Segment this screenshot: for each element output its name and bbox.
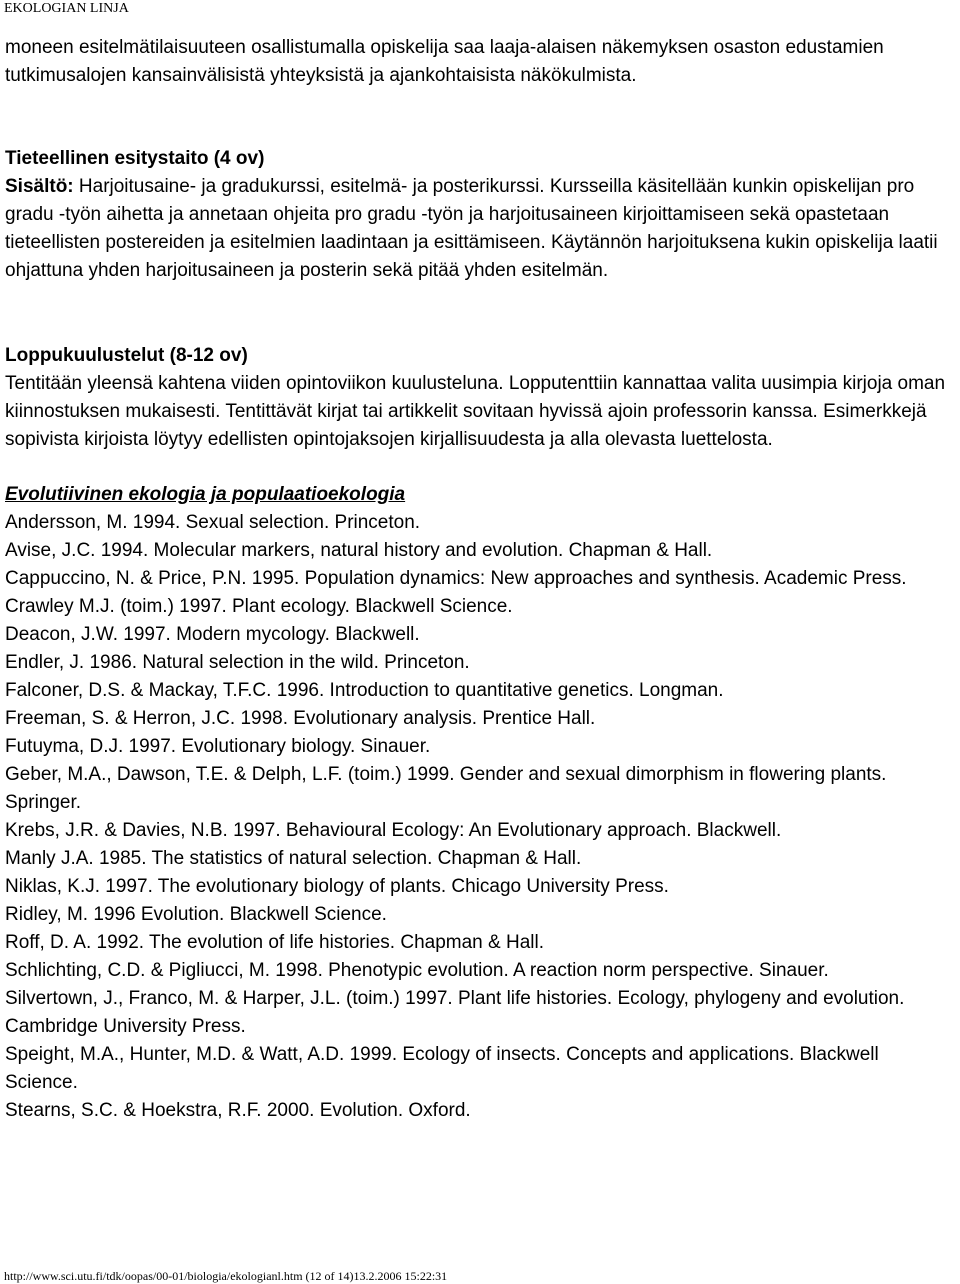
reference-item: Geber, M.A., Dawson, T.E. & Delph, L.F. (toim.) 1999. Gender and sexual dimorphism in flowering plants. Springer.: [5, 764, 887, 813]
final-exams-heading: Loppukuulustelut (8-12 ov): [5, 345, 248, 366]
reference-item: Andersson, M. 1994. Sexual selection. Princeton.: [5, 512, 421, 533]
final-exams-paragraph: Tentitään yleensä kahtena viiden opintoviikon kuulusteluna. Lopputenttiin kannattaa valita uusimpia kirjoja oman kiinnostuksen mukaisesti. Tentittävät kirjat tai artikkelit sovitaan hyvissä ajoin professorin kanssa. Esimerkkejä sopivista kirjoista löytyy edellisten opintojaksojen kirjallisuudesta ja alla olevasta luettelosta.: [5, 373, 946, 450]
intro-paragraph: moneen esitelmätilaisuuteen osallistumalla opiskelija saa laaja-alaisen näkemyksen osaston edustamien tutkimusalojen kansainvälisistä yhteyksistä ja ajankohtaisista näkökulmista.: [5, 37, 884, 86]
reference-list: [5, 509, 955, 1125]
page-footer-url: http://www.sci.utu.fi/tdk/oopas/00-01/biologia/ekologianl.htm (12 of 14)13.2.2006 15:22:31: [4, 1269, 448, 1283]
spacer: [5, 285, 955, 342]
reference-item: Krebs, J.R. & Davies, N.B. 1997. Behavioural Ecology: An Evolutionary approach. Blackwell.: [5, 820, 782, 841]
reference-item: Endler, J. 1986. Natural selection in the wild. Princeton.: [5, 652, 470, 673]
reference-item: Manly J.A. 1985. The statistics of natural selection. Chapman & Hall.: [5, 848, 582, 869]
page-header: EKOLOGIAN LINJA: [4, 1, 129, 16]
spacer: [5, 90, 955, 145]
spacer: [5, 454, 955, 481]
reference-item: Crawley M.J. (toim.) 1997. Plant ecology. Blackwell Science.: [5, 596, 513, 617]
reference-item: Niklas, K.J. 1997. The evolutionary biology of plants. Chicago University Press.: [5, 876, 669, 897]
document-body: [5, 34, 955, 1125]
reference-item: Speight, M.A., Hunter, M.D. & Watt, A.D. 1999. Ecology of insects. Concepts and applications. Blackwell Science.: [5, 1044, 879, 1093]
reference-item: Falconer, D.S. & Mackay, T.F.C. 1996. Introduction to quantitative genetics. Longman.: [5, 680, 724, 701]
science-presentation-heading: Tieteellinen esitystaito (4 ov): [5, 148, 265, 169]
content-text: Harjoitusaine- ja gradukurssi, esitelmä- ja posterikurssi. Kursseilla käsitellään kunkin opiskelijan pro gradu -työn aihetta ja annetaan ohjeita pro gradu -työn ja harjoitusaineen kirjoittamiseen sekä opastetaan tieteellisten postereiden ja esitelmien laadintaan ja esittämiseen. Käytännön harjoituksena kukin opiskelija laatii ohjattuna yhden harjoitusaineen ja posterin sekä pitää yhden esitelmän.: [5, 176, 938, 281]
reference-item: Schlichting, C.D. & Pigliucci, M. 1998. Phenotypic evolution. A reaction norm perspective. Sinauer.: [5, 960, 829, 981]
reference-item: Freeman, S. & Herron, J.C. 1998. Evolutionary analysis. Prentice Hall.: [5, 708, 596, 729]
references-heading: Evolutiivinen ekologia ja populaatioekologia: [5, 484, 406, 505]
reference-item: Cappuccino, N. & Price, P.N. 1995. Population dynamics: New approaches and synthesis. Academic Press.: [5, 568, 907, 589]
reference-item: Ridley, M. 1996 Evolution. Blackwell Science.: [5, 904, 387, 925]
content-label: Sisältö:: [5, 176, 74, 197]
science-presentation-paragraph: [5, 173, 955, 285]
reference-item: Silvertown, J., Franco, M. & Harper, J.L. (toim.) 1997. Plant life histories. Ecology, phylogeny and evolution. Cambridge University Press.: [5, 988, 905, 1037]
reference-item: Deacon, J.W. 1997. Modern mycology. Blackwell.: [5, 624, 420, 645]
reference-item: Stearns, S.C. & Hoekstra, R.F. 2000. Evolution. Oxford.: [5, 1100, 471, 1121]
reference-item: Avise, J.C. 1994. Molecular markers, natural history and evolution. Chapman & Hall.: [5, 540, 713, 561]
reference-item: Futuyma, D.J. 1997. Evolutionary biology. Sinauer.: [5, 736, 431, 757]
reference-item: Roff, D. A. 1992. The evolution of life histories. Chapman & Hall.: [5, 932, 544, 953]
